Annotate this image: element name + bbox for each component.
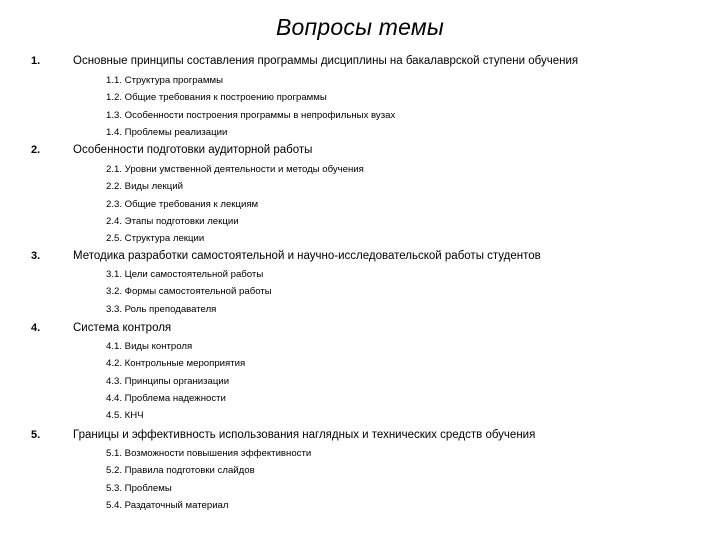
subtopic-item: 4.1. Виды контроля: [106, 341, 193, 352]
section-title: Границы и эффективность использования наглядных и технических средств обучения: [73, 429, 536, 441]
subtopic-item: 1.2. Общие требования к построению программы: [106, 92, 327, 104]
section-number: 2.: [31, 144, 41, 156]
section-title: Методика разработки самостоятельной и научно-исследовательской работы студентов: [73, 250, 541, 262]
subtopic-list: [106, 72, 395, 141]
page-title: Вопросы темы: [276, 14, 444, 40]
subtopic-list: [106, 445, 311, 514]
subtopic-item: 2.2. Виды лекций: [106, 181, 183, 193]
subtopic-list: [106, 161, 364, 247]
subtopic-item: 1.4. Проблемы реализации: [106, 126, 228, 138]
subtopic-list: [106, 338, 245, 424]
section-title: Особенности подготовки аудиторной работы: [73, 144, 313, 156]
subtopic-item: 3.2. Формы самостоятельной работы: [106, 286, 272, 298]
subtopic-item: 3.3. Роль преподавателя: [106, 303, 217, 315]
section-number: 4.: [31, 322, 41, 334]
section-number: 3.: [31, 250, 41, 262]
subtopic-item: 2.3. Общие требования к лекциям: [106, 198, 259, 210]
section-number: 5.: [31, 429, 41, 441]
subtopic-item: 5.4. Раздаточный материал: [106, 499, 229, 511]
subtopic-item: 5.3. Проблемы: [106, 482, 172, 494]
section-number: 1.: [31, 55, 41, 67]
subtopic-item: 1.1. Структура программы: [106, 75, 223, 86]
subtopic-item: 1.3. Особенности построения программы в непрофильных вузах: [106, 109, 396, 121]
section-title: Основные принципы составления программы дисциплины на бакалаврской ступени обучения: [73, 55, 579, 67]
subtopic-item: 5.2. Правила подготовки слайдов: [106, 465, 255, 477]
subtopic-item: 2.1. Уровни умственной деятельности и методы обучения: [106, 164, 364, 175]
subtopic-item: 4.5. КНЧ: [106, 410, 144, 422]
subtopic-item: 4.2. Контрольные мероприятия: [106, 358, 246, 370]
section-title: Система контроля: [73, 322, 172, 334]
subtopic-list: [106, 266, 272, 318]
subtopic-item: 4.4. Проблема надежности: [106, 392, 226, 404]
subtopic-item: 5.1. Возможности повышения эффективности: [106, 448, 312, 459]
subtopic-item: 2.4. Этапы подготовки лекции: [106, 215, 239, 227]
subtopic-item: 3.1. Цели самостоятельной работы: [106, 269, 264, 280]
subtopic-item: 2.5. Структура лекции: [106, 233, 205, 245]
subtopic-item: 4.3. Принципы организации: [106, 375, 230, 387]
